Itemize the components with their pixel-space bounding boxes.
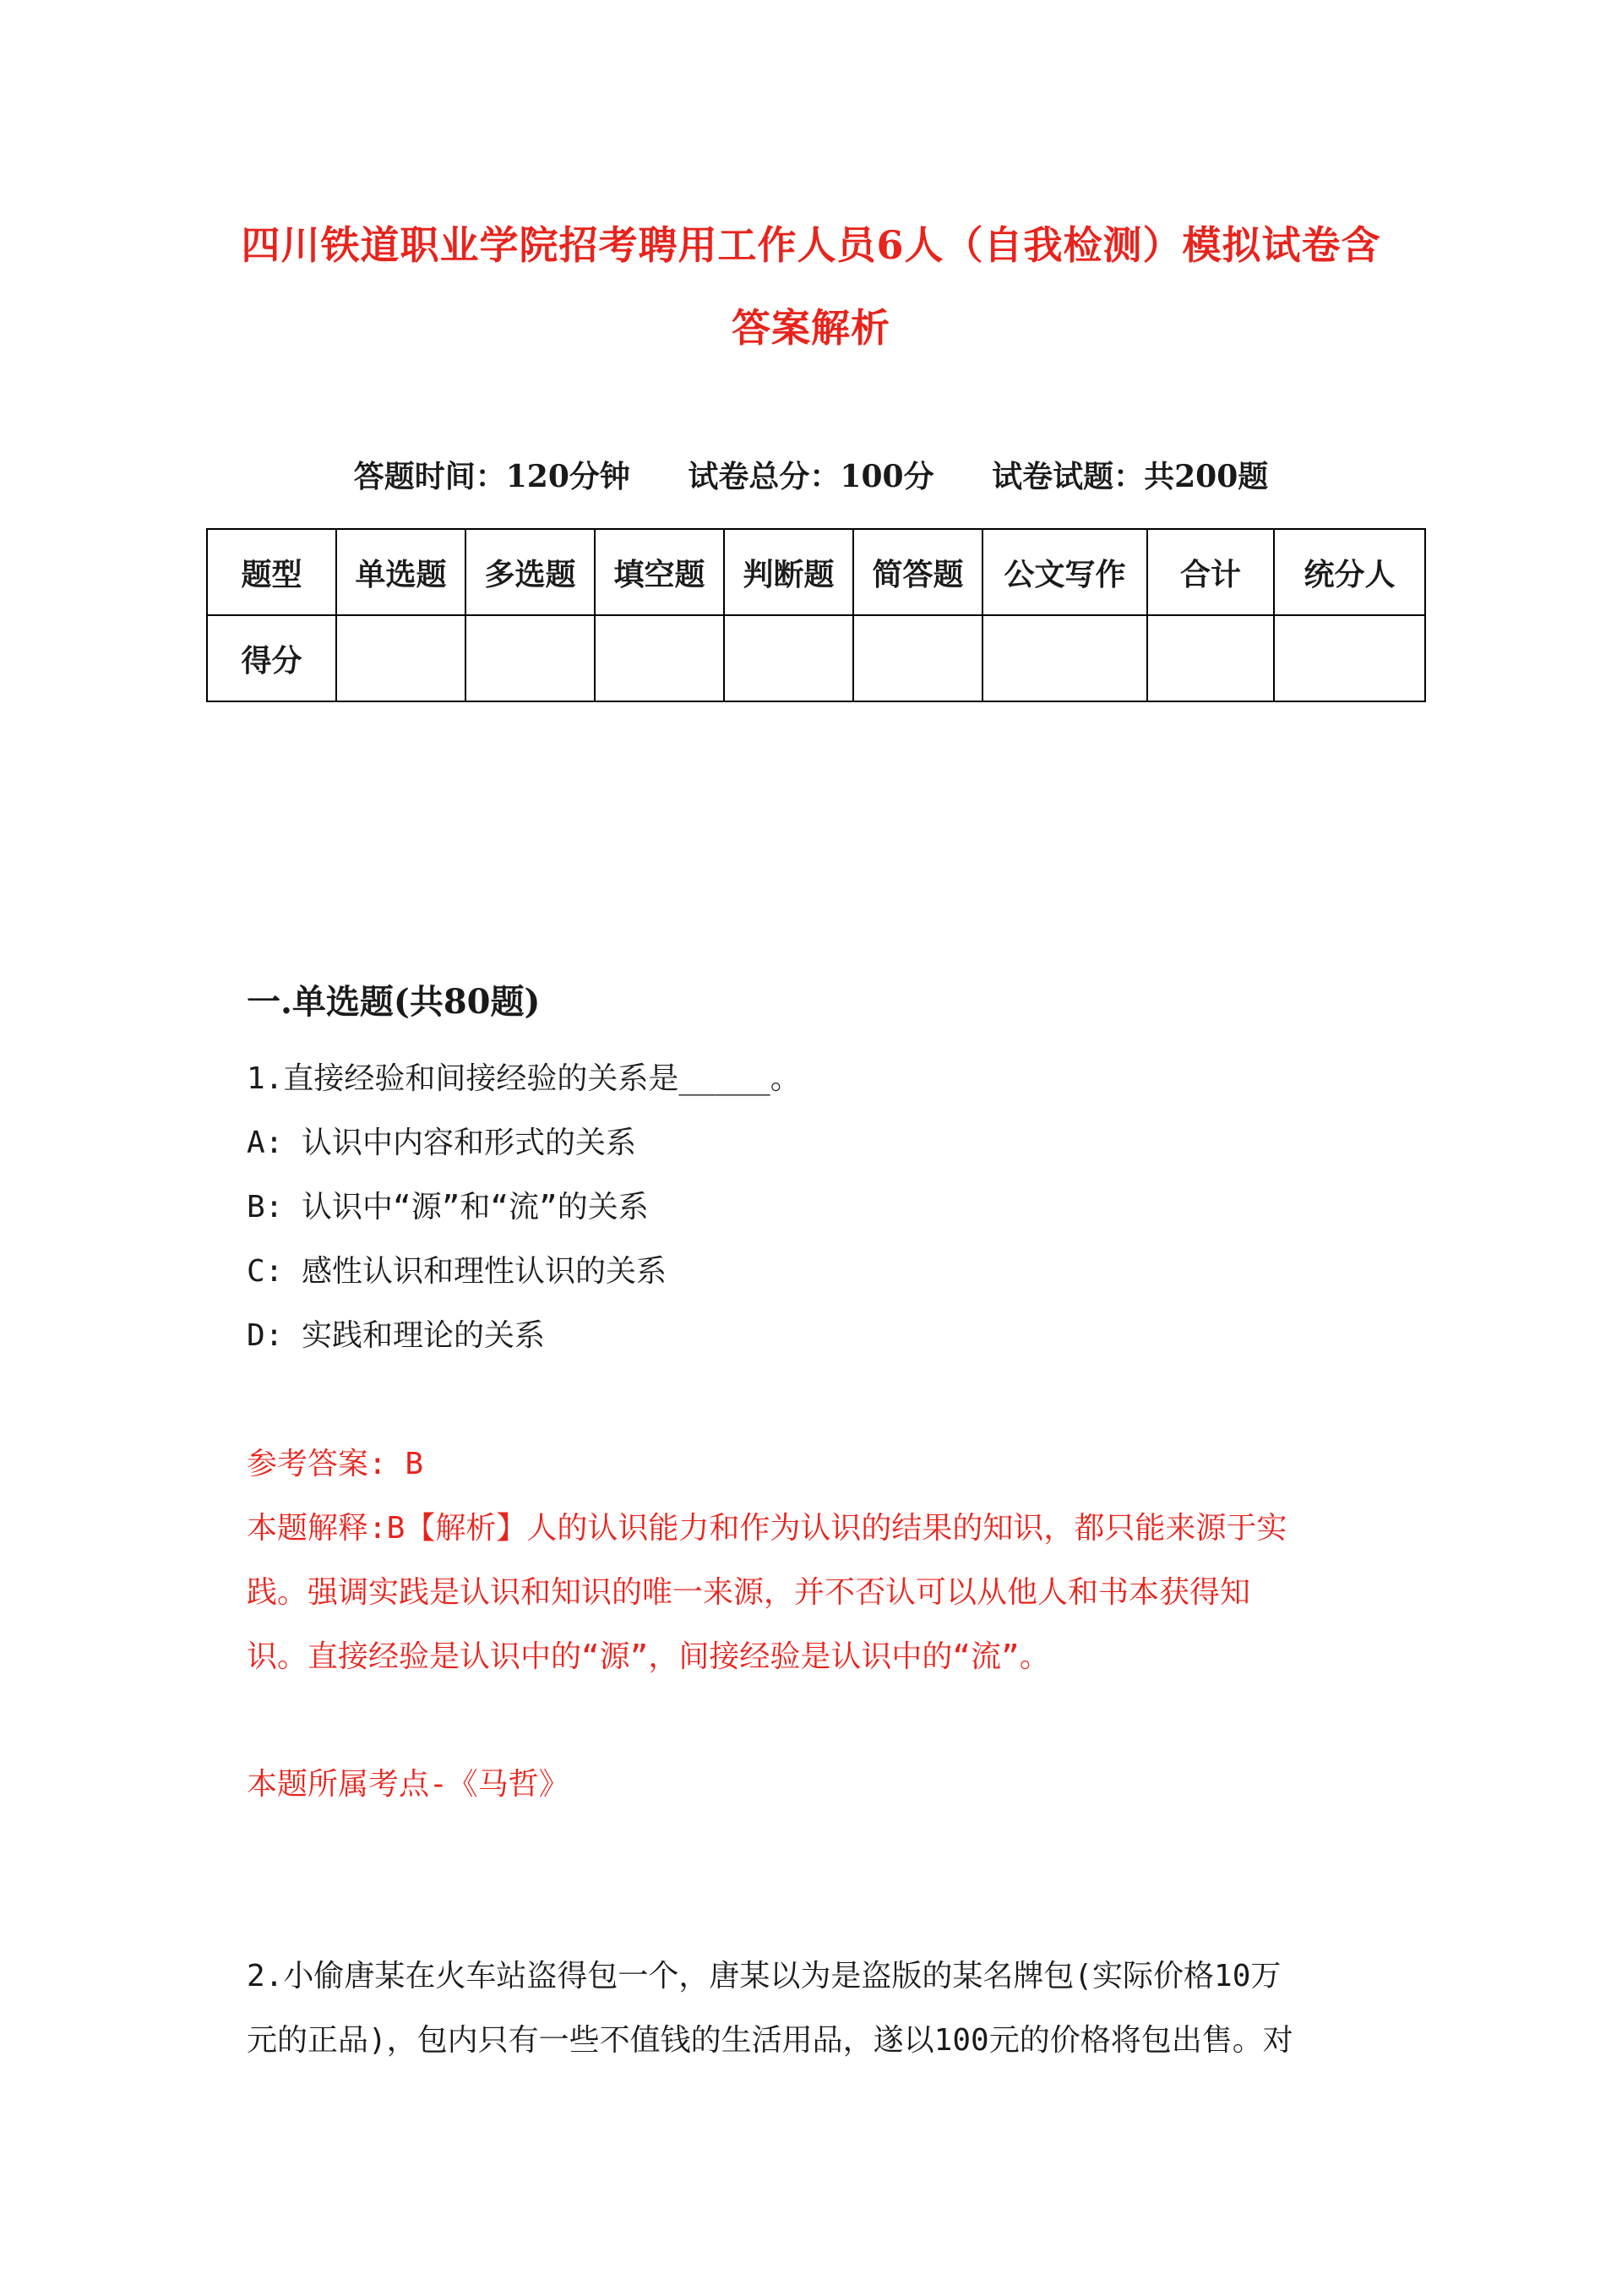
score-table-header: 填空题 bbox=[595, 529, 724, 615]
score-table-header: 单选题 bbox=[336, 529, 465, 615]
document-title-line-1: 四川铁道职业学院招考聘用工作人员6人（自我检测）模拟试卷含 bbox=[241, 222, 1381, 268]
score-row-label: 得分 bbox=[207, 615, 336, 701]
score-table-score-row bbox=[207, 615, 1425, 701]
question-1-stem: 1.直接经验和间接经验的关系是_____。 bbox=[247, 1061, 801, 1096]
question-1-knowledge-point: 本题所属考点-《马哲》 bbox=[247, 1767, 569, 1802]
exam-time: 答题时间：120分钟 bbox=[353, 459, 630, 494]
score-table-header: 公文写作 bbox=[982, 529, 1147, 615]
question-1-explanation-line: 本题解释:B【解析】人的认识能力和作为认识的结果的知识，都只能来源于实 bbox=[247, 1511, 1287, 1546]
score-cell bbox=[1147, 615, 1274, 701]
question-2-stem-line: 2.小偷唐某在火车站盗得包一个，唐某以为是盗版的某名牌包(实际价格10万 bbox=[247, 1959, 1282, 1993]
score-cell bbox=[595, 615, 724, 701]
question-1-explanation-line: 践。强调实践是认识和知识的唯一来源，并不否认可以从他人和书本获得知 bbox=[247, 1575, 1251, 1610]
score-table-header: 简答题 bbox=[853, 529, 982, 615]
section-heading: 一.单选题(共80题) bbox=[247, 982, 541, 1022]
score-table-header: 合计 bbox=[1147, 529, 1274, 615]
question-1-option-a: A: 认识中内容和形式的关系 bbox=[247, 1126, 637, 1160]
score-cell bbox=[853, 615, 982, 701]
score-table-header: 统分人 bbox=[1274, 529, 1425, 615]
question-1-option-c: C: 感性认识和理性认识的关系 bbox=[247, 1254, 667, 1289]
question-1-option-d: D: 实践和理论的关系 bbox=[247, 1318, 546, 1353]
score-cell bbox=[724, 615, 853, 701]
score-table-header: 题型 bbox=[207, 529, 336, 615]
score-cell bbox=[465, 615, 595, 701]
score-table-header-row bbox=[207, 529, 1425, 615]
document-title-line-2: 答案解析 bbox=[732, 305, 890, 351]
question-1-answer: 参考答案: B bbox=[247, 1447, 424, 1481]
exam-total-score: 试卷总分：100分 bbox=[688, 459, 934, 494]
question-1-explanation-line: 识。直接经验是认识中的“源”，间接经验是认识中的“流”。 bbox=[247, 1639, 1050, 1674]
question-1-option-b: B: 认识中“源”和“流”的关系 bbox=[247, 1190, 649, 1224]
question-2-stem-line: 元的正品)，包内只有一些不值钱的生活用品，遂以100元的价格将包出售。对 bbox=[247, 2023, 1293, 2058]
exam-meta bbox=[0, 453, 1622, 496]
score-cell bbox=[336, 615, 465, 701]
score-cell bbox=[982, 615, 1147, 701]
score-table bbox=[206, 528, 1426, 702]
exam-question-count: 试卷试题：共200题 bbox=[992, 459, 1269, 494]
score-table-header: 多选题 bbox=[465, 529, 595, 615]
score-cell bbox=[1274, 615, 1425, 701]
score-table-header: 判断题 bbox=[724, 529, 853, 615]
